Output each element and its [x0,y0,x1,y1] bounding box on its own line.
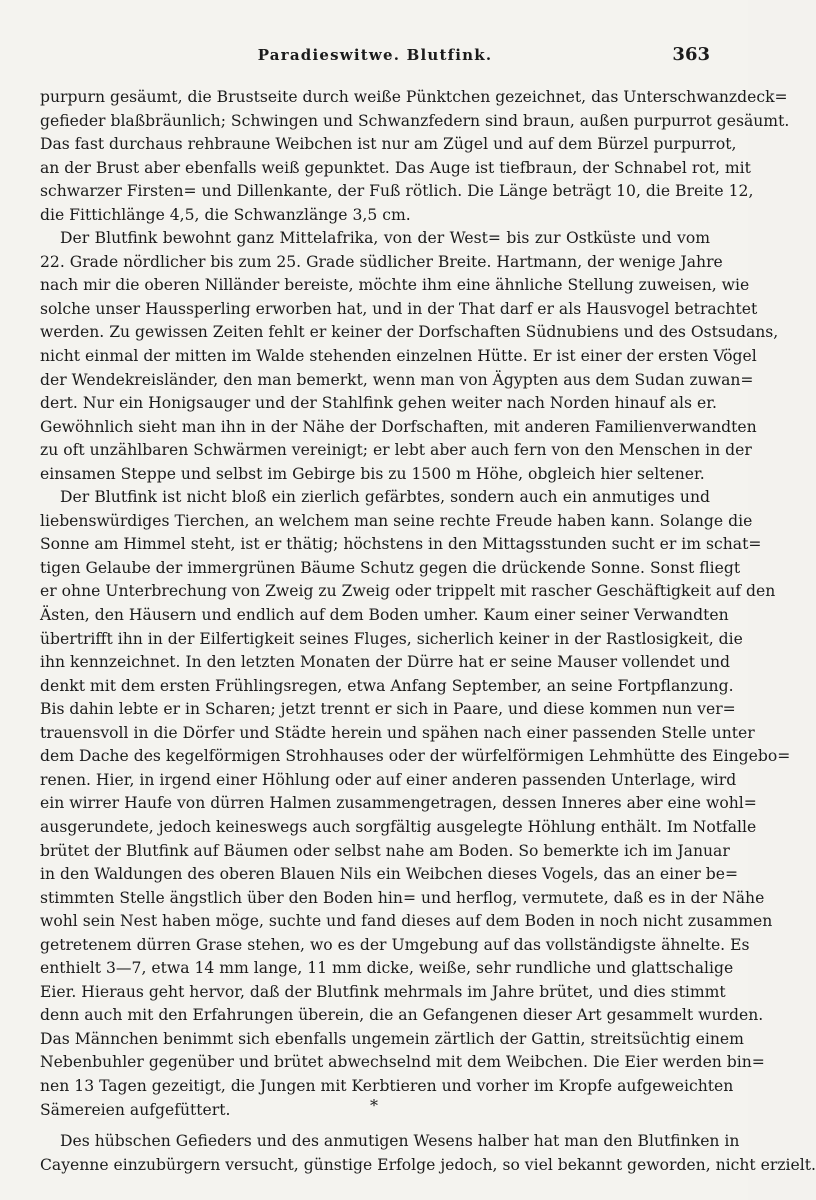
text-line: purpurn gesäumt, die Brustseite durch weiße Pünktchen gezeichnet, das Unterschwanzdeck= [40,88,788,106]
text-line: er ohne Unterbrechung von Zweig zu Zweig oder trippelt mit rascher Geschäftigkeit auf den [40,582,776,601]
text-line: denkt mit dem ersten Frühlingsregen, etwa Anfang September, an seine Fortpflanzung. [40,676,734,695]
text-line: Nebenbuhler gegenüber und brütet abwechselnd mit dem Weibchen. Die Eier werden bin= [40,1053,765,1072]
text-line: Das fast durchaus rehbraune Weibchen ist nur am Zügel und auf dem Bürzel purpurrot, [40,135,737,154]
text-line: 22. Grade nördlicher bis zum 25. Grade südlicher Breite. Hartmann, der wenige Jahre [40,252,723,271]
paragraph [40,486,791,1122]
text-line: gefieder blaßbräunlich; Schwingen und Schwanzfedern sind braun, außen purpurrot gesäumt. [40,111,790,130]
text-line: Das Männchen benimmt sich ebenfalls ungemein zärtlich der Gattin, streitsüchtig einem [40,1029,744,1048]
text-line: werden. Zu gewissen Zeiten fehlt er keiner der Dorfschaften Südnubiens und des Ostsudans, [40,323,779,342]
text-line: Sämereien aufgefüttert. [40,1100,231,1119]
text-line: brütet der Blutfink auf Bäumen oder selbst nahe am Boden. So bemerkte ich im Januar [40,841,730,860]
text-line: stimmten Stelle ängstlich über den Boden hin= und herflog, vermutete, daß es in der Nähe [40,888,765,907]
page-number: 363 [672,44,710,65]
text-line: wohl sein Nest haben möge, suchte und fand dieses auf dem Boden in noch nicht zusammen [40,912,773,931]
text-line: die Fittichlänge 4,5, die Schwanzlänge 3,5 cm. [40,205,411,224]
running-head [40,46,710,70]
text-line: Sonne am Himmel steht, ist er thätig; höchstens in den Mittagsstunden sucht er im schat= [40,535,762,554]
text-line: trauensvoll in die Dörfer und Städte herein und spähen nach einer passenden Stelle unter [40,723,755,742]
text-line: ausgerundete, jedoch keineswegs auch sorgfältig ausgelegte Höhlung enthält. Im Notfalle [40,817,757,836]
text-line: der Wendekreisländer, den man bemerkt, wenn man von Ägypten aus dem Sudan zuwan= [40,370,754,389]
text-line: in den Waldungen des oberen Blauen Nils ein Weibchen dieses Vogels, das an einer be= [40,865,739,884]
text-line: Der Blutfink bewohnt ganz Mittelafrika, von der West= bis zur Ostküste und vom [60,229,710,248]
text-line: nach mir die oberen Nilländer bereiste, möchte ihm eine ähnliche Stellung zuweisen, wie [40,276,750,295]
text-line: denn auch mit den Erfahrungen überein, die an Gefangenen dieser Art gesammelt wurden. [40,1006,764,1025]
text-line: renen. Hier, in irgend einer Höhlung oder auf einer anderen passenden Unterlage, wird [40,770,737,789]
text-line: solche unser Haussperling erworben hat, und in der That darf er als Hausvogel betrachtet [40,299,758,318]
text-line: tigen Gelaube der immergrünen Bäume Schutz gegen die drückende Sonne. Sonst fliegt [40,558,741,577]
text-line: übertrifft ihn in der Eilfertigkeit seines Fluges, sicherlich keiner in der Rastlosigkeit, die [40,629,743,648]
text-line: nicht einmal der mitten im Walde stehenden einzelnen Hütte. Er ist einer der ersten Vögel [40,347,757,366]
section-separator: * [370,1096,378,1115]
text-line: Eier. Hieraus geht hervor, daß der Blutfink mehrmals im Jahre brütet, und dies stimmt [40,982,726,1001]
text-line: an der Brust aber ebenfalls weiß gepunktet. Das Auge ist tiefbraun, der Schnabel rot, mit [40,158,751,177]
text-line: Bis dahin lebte er in Scharen; jetzt trennt er sich in Paare, und diese kommen nun ver= [40,700,736,719]
running-title: Paradieswitwe. Blutfink. [257,46,493,64]
body-text [40,86,816,1177]
text-line: schwarzer Firsten= und Dillenkante, der Fuß rötlich. Die Länge beträgt 10, die Breite 12, [40,182,754,201]
paragraph [40,86,790,227]
text-line: nen 13 Tagen gezeitigt, die Jungen mit Kerbtieren und vorher im Kropfe aufgeweichten [40,1076,734,1095]
text-line: ein wirrer Haufe von dürren Halmen zusammengetragen, dessen Inneres aber eine wohl= [40,794,757,813]
text-line: enthielt 3—7, etwa 14 mm lange, 11 mm dicke, weiße, sehr rundliche und glattschalige [40,959,734,978]
text-line: einsamen Steppe und selbst im Gebirge bis zu 1500 m Höhe, obgleich hier seltener. [40,464,705,483]
text-line: Gewöhnlich sieht man ihn in der Nähe der Dorfschaften, mit anderen Familienverwandten [40,417,757,436]
text-line: ihn kennzeichnet. In den letzten Monaten der Dürre hat er seine Mauser vollendet und [40,653,731,672]
paragraph [40,227,779,486]
text-line: Ästen, den Häusern und endlich auf dem Boden umher. Kaum einer seiner Verwandten [40,606,729,625]
text-line: dert. Nur ein Honigsauger und der Stahlfink gehen weiter nach Norden hinauf als er. [40,394,717,413]
text-line: Der Blutfink ist nicht bloß ein zierlich gefärbtes, sondern auch ein anmutiges und [60,488,710,507]
text-line: liebenswürdiges Tierchen, an welchem man seine rechte Freude haben kann. Solange die [40,511,753,530]
paragraph [40,1130,816,1177]
text-line: getretenem dürren Grase stehen, wo es der Umgebung auf das vollständigste ähnelte. Es [40,935,750,954]
text-line: dem Dache des kegelförmigen Strohhauses oder der würfelförmigen Lehmhütte des Eingebo= [40,747,791,766]
text-line: Cayenne einzubürgern versucht, günstige Erfolge jedoch, so viel bekannt geworden, nicht erzielt. [40,1155,816,1174]
text-line: zu oft unzählbaren Schwärmen vereinigt; er lebt aber auch fern von den Menschen in der [40,441,752,460]
text-line: Des hübschen Gefieders und des anmutigen Wesens halber hat man den Blutfinken in [60,1132,740,1151]
